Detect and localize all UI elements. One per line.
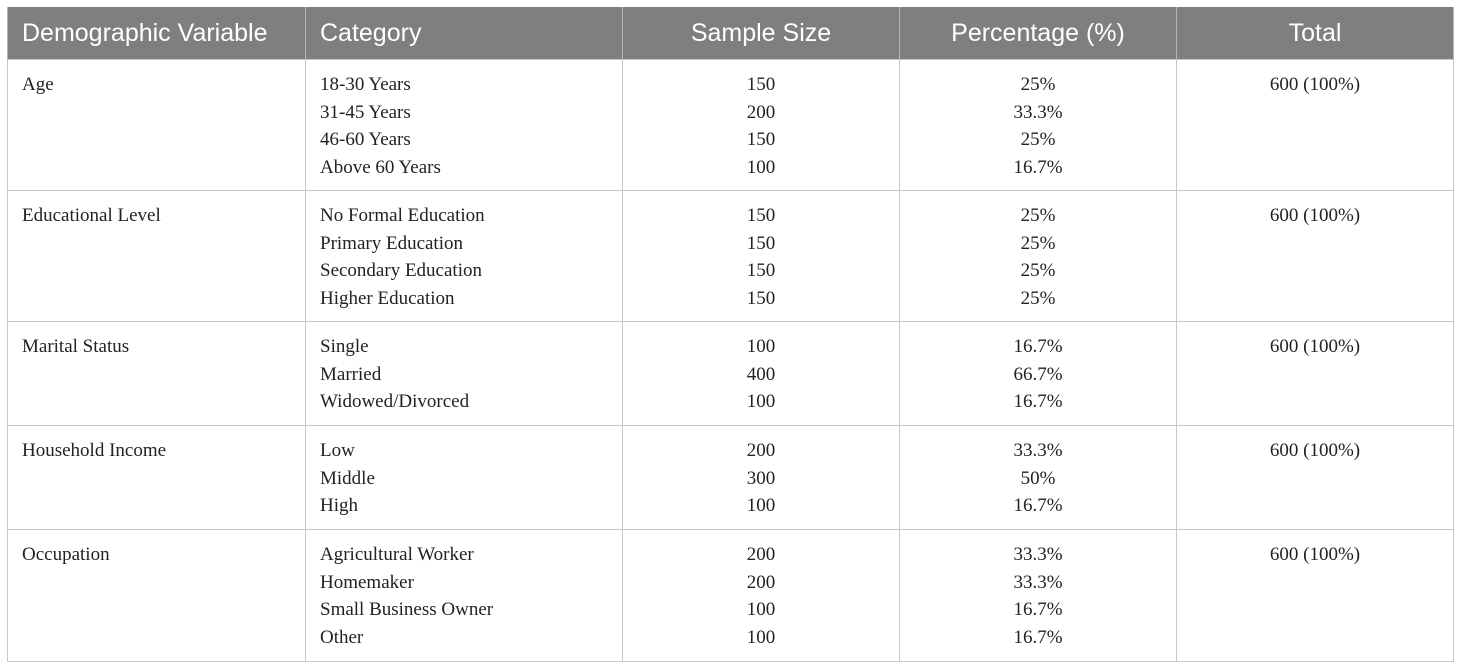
- sample-size-value: 100: [746, 391, 776, 412]
- percentage-value: 66.7%: [1013, 363, 1063, 385]
- percentage-value: 25%: [1020, 287, 1056, 309]
- variable-cell: Educational Level: [8, 191, 306, 322]
- category-cell: [306, 322, 623, 426]
- category-cell: [306, 530, 623, 662]
- percentage-cell: [900, 191, 1177, 322]
- percentage-value: 16.7%: [1013, 599, 1063, 620]
- category-value: Small Business Owner: [320, 599, 494, 620]
- total-cell: 600 (100%): [1177, 322, 1454, 426]
- category-value: Primary Education: [320, 232, 463, 254]
- sample-size-value: 200: [746, 101, 776, 123]
- variable-cell: Age: [8, 60, 306, 191]
- category-cell: [306, 60, 623, 191]
- demographics-table-container: [7, 7, 1453, 662]
- table-row: [8, 426, 1454, 530]
- sample-size-value: 150: [746, 129, 776, 150]
- sample-size-value: 300: [746, 467, 776, 489]
- percentage-cell: [900, 60, 1177, 191]
- sample-size-value: 150: [746, 205, 776, 226]
- sample-size-value: 200: [746, 544, 776, 565]
- sample-size-value: 100: [746, 156, 776, 178]
- category-value: Homemaker: [320, 571, 414, 593]
- sample-size-value: 150: [746, 74, 776, 95]
- percentage-cell: [900, 322, 1177, 426]
- total-cell: 600 (100%): [1177, 191, 1454, 322]
- category-value: Widowed/Divorced: [320, 391, 470, 412]
- percentage-value: 25%: [1020, 260, 1056, 281]
- sample-size-value: 200: [746, 440, 776, 461]
- category-value: 31-45 Years: [320, 101, 411, 123]
- sample-size-cell: [623, 426, 900, 530]
- sample-size-value: 100: [746, 626, 776, 648]
- table-header-row: [8, 7, 1454, 60]
- percentage-value: 16.7%: [1013, 626, 1063, 648]
- total-cell: 600 (100%): [1177, 60, 1454, 191]
- category-value: Low: [320, 440, 355, 461]
- percentage-value: 16.7%: [1013, 495, 1063, 516]
- sample-size-cell: [623, 60, 900, 191]
- percentage-value: 33.3%: [1013, 544, 1063, 565]
- sample-size-value: 150: [746, 232, 776, 254]
- column-header-sample-size: Sample Size: [623, 7, 900, 60]
- sample-size-value: 150: [746, 287, 776, 309]
- table-row: [8, 530, 1454, 662]
- percentage-value: 33.3%: [1013, 101, 1063, 123]
- percentage-value: 16.7%: [1013, 336, 1063, 357]
- column-header-total: Total: [1177, 7, 1454, 60]
- variable-cell: Occupation: [8, 530, 306, 662]
- category-value: Single: [320, 336, 369, 357]
- demographics-table: [7, 7, 1454, 662]
- table-row: [8, 60, 1454, 191]
- sample-size-value: 100: [746, 336, 776, 357]
- category-cell: [306, 191, 623, 322]
- category-value: Above 60 Years: [320, 156, 441, 178]
- variable-cell: Marital Status: [8, 322, 306, 426]
- percentage-value: 16.7%: [1013, 156, 1063, 178]
- table-row: [8, 322, 1454, 426]
- sample-size-cell: [623, 322, 900, 426]
- category-cell: [306, 426, 623, 530]
- total-cell: 600 (100%): [1177, 426, 1454, 530]
- percentage-cell: [900, 530, 1177, 662]
- category-value: Other: [320, 626, 364, 648]
- category-value: Married: [320, 363, 382, 385]
- column-header-demographic-variable: Demographic Variable: [8, 7, 306, 60]
- variable-cell: Household Income: [8, 426, 306, 530]
- sample-size-value: 200: [746, 571, 776, 593]
- percentage-value: 25%: [1020, 232, 1056, 254]
- percentage-value: 16.7%: [1013, 391, 1063, 412]
- percentage-value: 33.3%: [1013, 571, 1063, 593]
- column-header-category: Category: [306, 7, 623, 60]
- sample-size-value: 100: [746, 599, 776, 620]
- sample-size-cell: [623, 191, 900, 322]
- sample-size-value: 400: [746, 363, 776, 385]
- sample-size-value: 100: [746, 495, 776, 516]
- percentage-value: 25%: [1020, 129, 1056, 150]
- category-value: Middle: [320, 467, 375, 489]
- percentage-value: 25%: [1020, 74, 1056, 95]
- percentage-value: 25%: [1020, 205, 1056, 226]
- percentage-value: 50%: [1020, 467, 1056, 489]
- category-value: 18-30 Years: [320, 74, 411, 95]
- category-value: Higher Education: [320, 287, 455, 309]
- category-value: Secondary Education: [320, 260, 482, 281]
- table-row: [8, 191, 1454, 322]
- category-value: 46-60 Years: [320, 129, 411, 150]
- sample-size-value: 150: [746, 260, 776, 281]
- percentage-cell: [900, 426, 1177, 530]
- total-cell: 600 (100%): [1177, 530, 1454, 662]
- category-value: No Formal Education: [320, 205, 485, 226]
- column-header-percentage: Percentage (%): [900, 7, 1177, 60]
- percentage-value: 33.3%: [1013, 440, 1063, 461]
- category-value: Agricultural Worker: [320, 544, 474, 565]
- category-value: High: [320, 495, 358, 516]
- sample-size-cell: [623, 530, 900, 662]
